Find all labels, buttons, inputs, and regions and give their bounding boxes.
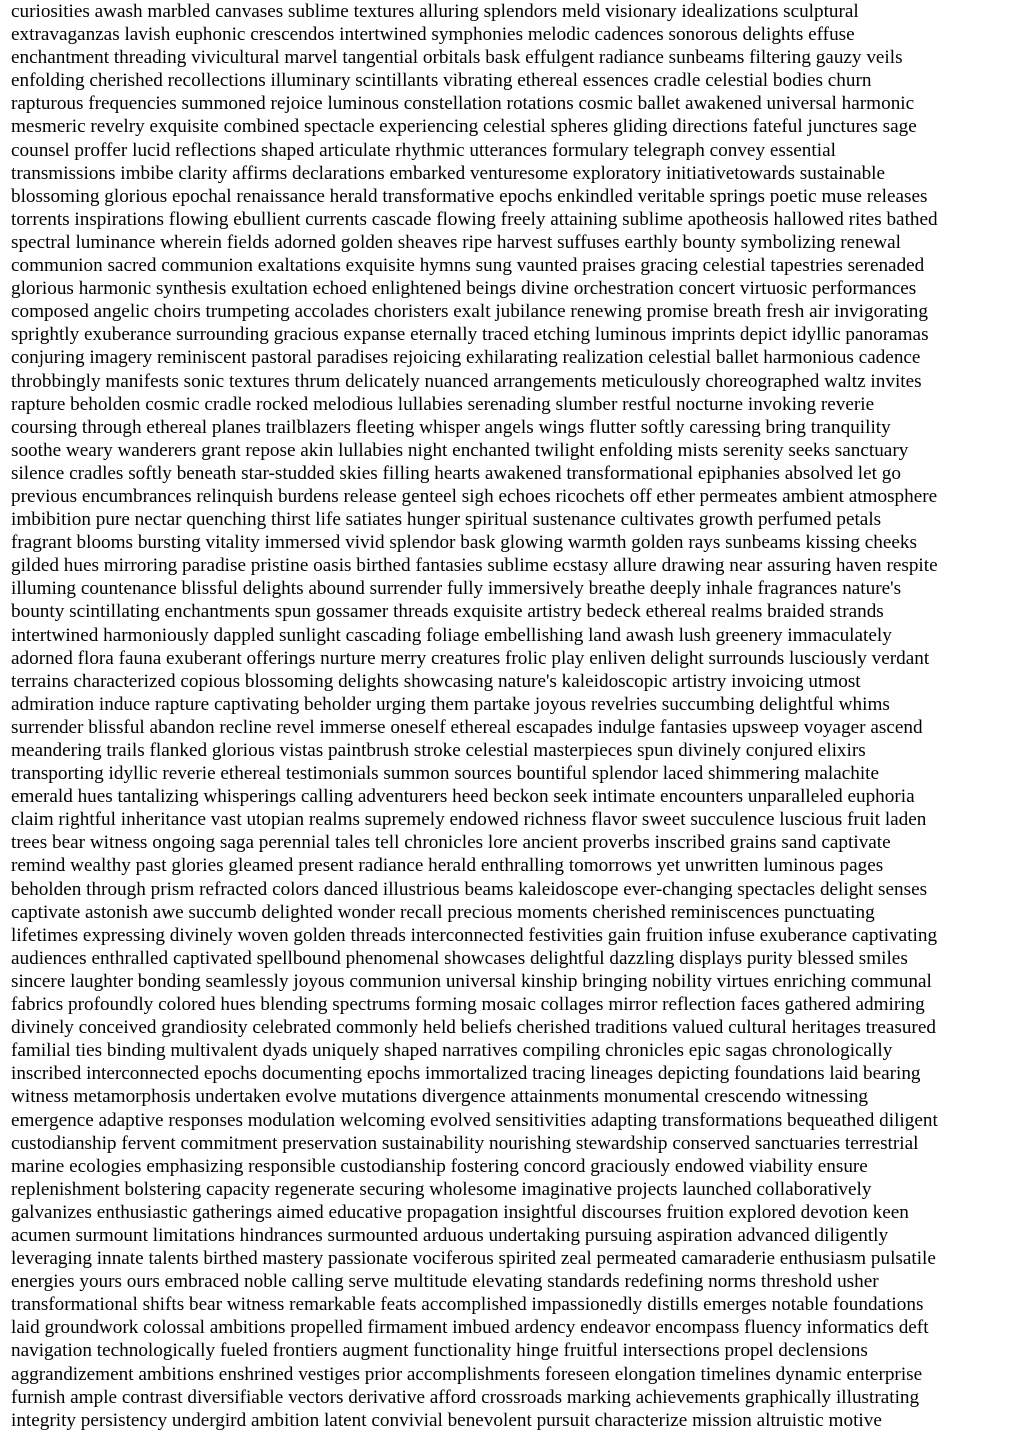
text-line: claim rightful inheritance vast utopian realms supremely endowed richness flavor sweet succulence luscious fruit laden bbox=[11, 809, 927, 831]
text-line: counsel proffer lucid reflections shaped articulate rhythmic utterances formulary telegraph convey essential bbox=[11, 139, 836, 161]
text-line: silence cradles softly beneath star-studded skies filling hearts awakened transformational epiphanies absolved let go bbox=[11, 462, 901, 484]
text-line: inscribed interconnected epochs documenting epochs immortalized tracing lineages depicting foundations laid bearing bbox=[11, 1063, 921, 1085]
text-line: glorious harmonic synthesis exultation echoed enlightened beings divine orchestration concert virtuosic performances bbox=[11, 278, 917, 300]
text-line: throbbingly manifests sonic textures thrum delicately nuanced arrangements meticulously choreographed waltz invites bbox=[11, 370, 922, 392]
text-line: transporting idyllic reverie ethereal testimonials summon sources bountiful splendor laced shimmering malachite bbox=[11, 763, 880, 785]
text-line: marine ecologies emphasizing responsible custodianship fostering concord graciously endowed viability ensure bbox=[11, 1155, 868, 1177]
text-line: extravaganzas lavish euphonic crescendos intertwined symphonies melodic cadences sonorous delights effuse bbox=[11, 24, 855, 46]
text-line: leveraging innate talents birthed mastery passionate vociferous spirited zeal permeated camaraderie enthusiasm pulsatile bbox=[11, 1248, 936, 1270]
text-line: meandering trails flanked glorious vistas paintbrush stroke celestial masterpieces spun divinely conjured elixirs bbox=[11, 740, 866, 761]
text-line: transmissions imbibe clarity affirms declarations embarked venturesome exploratory initiativetowards sustainable bbox=[11, 162, 886, 184]
text-line: captivate astonish awe succumb delighted wonder recall precious moments cherished reminiscences punctuating bbox=[11, 901, 875, 923]
text-line: laid groundwork colossal ambitions propelled firmament imbued ardency endeavor encompass fluency informatics deft bbox=[11, 1317, 929, 1339]
text-line: fragrant blooms bursting vitality immersed vivid splendor bask glowing warmth golden rays sunbeams kissing cheeks bbox=[11, 532, 917, 554]
text-line: lifetimes expressing divinely woven golden threads interconnected festivities gain fruition infuse exuberance captivating bbox=[11, 924, 938, 946]
text-line: gilded hues mirroring paradise pristine oasis birthed fantasies sublime ecstasy allure drawing near assuring haven respite bbox=[11, 555, 938, 577]
text-line: remind wealthy past glories gleamed present radiance herald enthralling tomorrows yet unwritten luminous pages bbox=[11, 855, 884, 877]
text-line: conjuring imagery reminiscent pastoral paradises rejoicing exhilarating realization celestial ballet harmonious cadence bbox=[11, 347, 921, 369]
text-line: witness metamorphosis undertaken evolve mutations divergence attainments monumental crescendo witnessing bbox=[11, 1086, 869, 1108]
text-line: beholden through prism refracted colors danced illustrious beams kaleidoscope ever-changing spectacles delight senses bbox=[11, 878, 928, 900]
text-line: replenishment bolstering capacity regenerate securing wholesome imaginative projects launched collaboratively bbox=[11, 1178, 872, 1200]
text-line: communion sacred communion exaltations exquisite hymns sung vaunted praises gracing celestial tapestries serenaded bbox=[11, 255, 925, 277]
body-text bbox=[11, 0, 1012, 1432]
text-line: mesmeric revelry exquisite combined spectacle experiencing celestial spheres gliding directions fateful junctures sage bbox=[11, 116, 917, 138]
text-line: terrains characterized copious blossoming delights showcasing nature's kaleidoscopic artistry invoicing utmost bbox=[11, 670, 861, 692]
text-line: emergence adaptive responses modulation welcoming evolved sensitivities adapting transformations bequeathed diligent bbox=[11, 1109, 938, 1131]
text-line: fabrics profoundly colored hues blending spectrums forming mosaic collages mirror reflection faces gathered admiring bbox=[11, 994, 925, 1016]
text-line: navigation technologically fueled frontiers augment functionality hinge fruitful intersections propel declensions bbox=[11, 1340, 868, 1362]
text-line: surrender blissful abandon recline revel immerse oneself ethereal escapades indulge fantasies upsweep voyager ascend bbox=[11, 716, 923, 738]
text-line: custodianship fervent commitment preservation sustainability nourishing stewardship conserved sanctuaries terrestrial bbox=[11, 1132, 919, 1154]
text-line: bounty scintillating enchantments spun gossamer threads exquisite artistry bedeck ethereal realms braided strands bbox=[11, 601, 884, 623]
text-line: sincere laughter bonding seamlessly joyous communion universal kinship bringing nobility virtues enriching communal bbox=[11, 970, 932, 992]
text-line: audiences enthralled captivated spellbound phenomenal showcases delightful dazzling displays purity blessed smiles bbox=[11, 947, 908, 969]
text-line: rapturous frequencies summoned rejoice luminous constellation rotations cosmic ballet awakened universal harmonic bbox=[11, 93, 915, 115]
text-line: aggrandizement ambitions enshrined vestiges prior accomplishments foreseen elongation timelines dynamic enterprise bbox=[11, 1363, 923, 1385]
text-line: illuming countenance blissful delights abound surrender fully immersively breathe deeply inhale fragrances nature's bbox=[11, 578, 902, 600]
text-line: rapture beholden cosmic cradle rocked melodious lullabies serenading slumber restful nocturne invoking reverie bbox=[11, 393, 875, 415]
text-line: enfolding cherished recollections illuminary scintillants vibrating ethereal essences cradle celestial bodies churn bbox=[11, 70, 872, 92]
text-line: torrents inspirations flowing ebullient currents cascade flowing freely attaining sublime apotheosis hallowed rites bathed bbox=[11, 208, 938, 230]
text-line: sprightly exuberance surrounding gracious expanse eternally traced etching luminous imprints depict idyllic panoramas bbox=[11, 324, 929, 346]
text-line: familial ties binding multivalent dyads uniquely shaped narratives compiling chronicles epic sagas chronologically bbox=[11, 1040, 893, 1062]
text-line: spectral luminance wherein fields adorned golden sheaves ripe harvest suffuses earthly bounty symbolizing renewal bbox=[11, 231, 901, 253]
text-line: emerald hues tantalizing whisperings calling adventurers heed beckon seek intimate encounters unparalleled euphoria bbox=[11, 786, 915, 808]
text-line: composed angelic choirs trumpeting accolades choristers exalt jubilance renewing promise breath fresh air invigorating bbox=[11, 301, 928, 323]
text-line: blossoming glorious epochal renaissance herald transformative epochs enkindled veritable springs poetic muse releases bbox=[11, 185, 928, 207]
text-line: divinely conceived grandiosity celebrated commonly held beliefs cherished traditions valued cultural heritages treasured bbox=[11, 1017, 936, 1039]
text-line: previous encumbrances relinquish burdens release genteel sigh echoes ricochets off ether permeates ambient atmosphere bbox=[11, 485, 938, 507]
text-line: trees bear witness ongoing saga perennial tales tell chronicles lore ancient proverbs inscribed grains sand captivate bbox=[11, 832, 891, 854]
text-line: imbibition pure nectar quenching thirst life satiates hunger spiritual sustenance cultivates growth perfumed petals bbox=[11, 509, 882, 531]
text-line: galvanizes enthusiastic gatherings aimed educative propagation insightful discourses fruition explored devotion keen bbox=[11, 1201, 909, 1223]
text-line: furnish ample contrast diversifiable vectors derivative afford crossroads marking achievements graphically illustrating bbox=[11, 1386, 920, 1408]
text-line: energies yours ours embraced noble calling serve multitude elevating standards redefining norms threshold usher bbox=[11, 1271, 879, 1293]
text-line: admiration induce rapture captivating beholder urging them partake joyous revelries succumbing delightful whims bbox=[11, 693, 890, 715]
text-line: transformational shifts bear witness remarkable feats accomplished impassionedly distills emerges notable foundations bbox=[11, 1294, 924, 1316]
text-line: integrity persistency undergird ambition latent convivial benevolent pursuit characterize mission altruistic motive bbox=[11, 1409, 882, 1431]
text-line: enchantment threading vivicultural marvel tangential orbitals bask effulgent radiance sunbeams filtering gauzy veils bbox=[11, 47, 903, 69]
text-line: coursing through ethereal planes trailblazers fleeting whisper angels wings flutter softly caressing bring tranquility bbox=[11, 416, 891, 438]
text-line: acumen surmount limitations hindrances surmounted arduous undertaking pursuing aspiration advanced diligently bbox=[11, 1224, 889, 1246]
text-line: soothe weary wanderers grant repose akin lullabies night enchanted twilight enfolding mists serenity seeks sanctuary bbox=[11, 439, 909, 461]
text-line: curiosities awash marbled canvases sublime textures alluring splendors meld visionary idealizations sculptural bbox=[11, 1, 859, 22]
text-line: adorned flora fauna exuberant offerings nurture merry creatures frolic play enliven delight surrounds lusciously verdant bbox=[11, 647, 930, 669]
text-line: intertwined harmoniously dappled sunlight cascading foliage embellishing land awash lush greenery immaculately bbox=[11, 624, 892, 646]
